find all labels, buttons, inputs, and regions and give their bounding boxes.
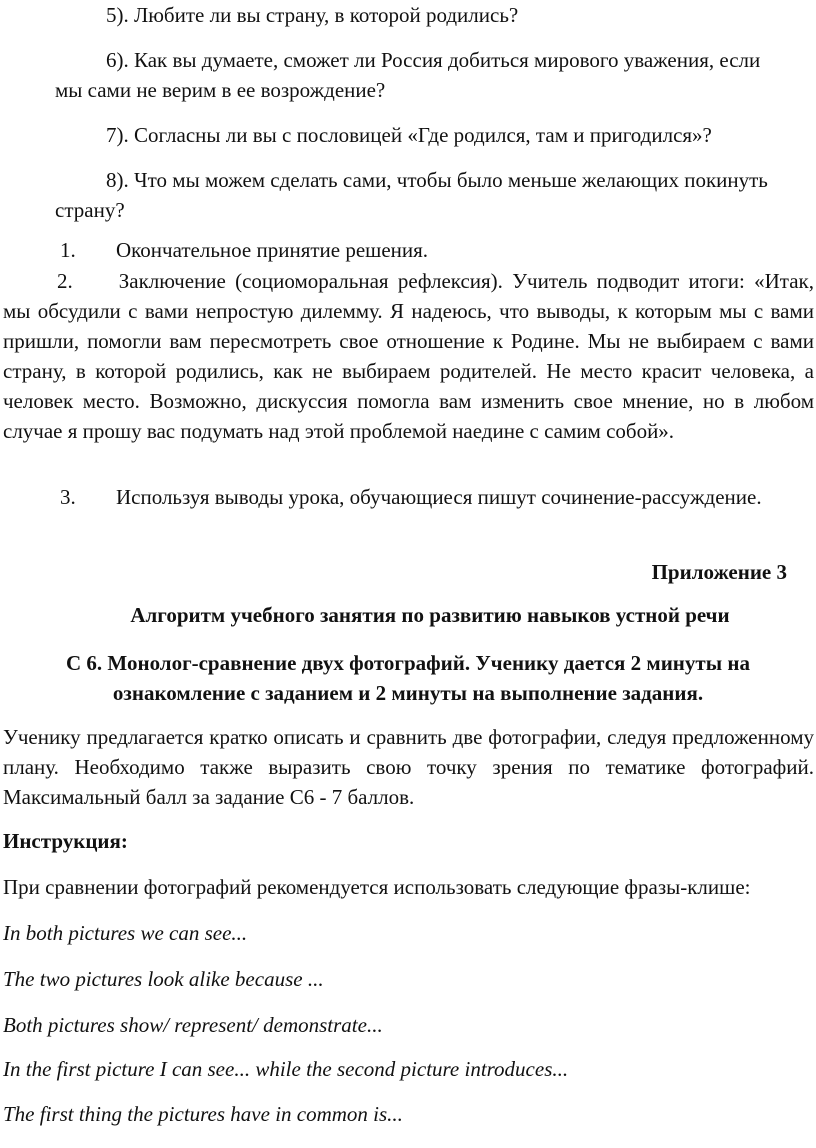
task-title-line1: С 6. Монолог-сравнение двух фотографий. Ученику дается 2 минуты на: [66, 651, 750, 675]
question-8-line1: 8). Что мы можем сделать сами, чтобы было меньше желающих покинуть: [106, 168, 768, 192]
step-3: [3, 482, 813, 512]
task-description: Ученику предлагается кратко описать и сравнить две фотографии, следуя предложенному плану. Необходимо также выразить свою точку зрения по тематике фотографий. Максимальный балл за задание С6 - 7 баллов.: [3, 725, 814, 809]
phrase-3: Both pictures show/ represent/ demonstrate...: [3, 1013, 383, 1037]
step-1-number: 1.: [60, 238, 76, 262]
algorithm-title: Алгоритм учебного занятия по развитию навыков устной речи: [130, 603, 730, 627]
step-2-number: 2.: [57, 269, 73, 293]
phrase-5: The first thing the pictures have in common is...: [3, 1102, 403, 1126]
instruction-heading: Инструкция:: [3, 829, 128, 853]
task-title-line2: ознакомление с заданием и 2 минуты на выполнение задания.: [112, 681, 704, 705]
question-5-text: 5). Любите ли вы страну, в которой родились?: [106, 3, 519, 27]
phrase-1: In both pictures we can see...: [3, 921, 248, 945]
step-2: [3, 266, 814, 446]
question-5: [55, 0, 816, 30]
question-7: [55, 120, 816, 150]
question-6-line1: 6). Как вы думаете, сможет ли Россия добиться мирового уважения, если: [106, 48, 761, 72]
step-1: [3, 235, 813, 265]
step-2-text: Заключение (социоморальная рефлексия). Учитель подводит итоги: «Итак, мы обсудили с вами непростую дилемму. Я надеюсь, что выводы, к которым мы с вами пришли, помогли вам пересмотреть свое отношение к Родине. Мы не выбираем с вами страну, в которой родились, как не выбираем родителей. Не место красит человека, а человек место. Возможно, дискуссия помогла вам изменить свое мнение, но в любом случае я прошу вас подумать над этой проблемой наедине с самим собой».: [3, 269, 814, 443]
question-6: [55, 45, 816, 105]
instruction-intro: При сравнении фотографий рекомендуется использовать следующие фразы-клише:: [3, 875, 751, 899]
question-8-line2: страну?: [55, 198, 125, 222]
step-1-text: Окончательное принятие решения.: [116, 238, 429, 262]
step-3-number: 3.: [60, 485, 76, 509]
phrase-4: In the first picture I can see... while the second picture introduces...: [3, 1057, 569, 1081]
step-3-text: Используя выводы урока, обучающиеся пишут сочинение-рассуждение.: [116, 485, 762, 509]
question-8: [55, 165, 816, 225]
phrase-2: The two pictures look alike because ...: [3, 967, 324, 991]
appendix-label: Приложение 3: [651, 560, 787, 584]
question-6-line2: мы сами не верим в ее возрождение?: [55, 78, 386, 102]
question-7-text: 7). Согласны ли вы с пословицей «Где родился, там и пригодился»?: [106, 123, 712, 147]
